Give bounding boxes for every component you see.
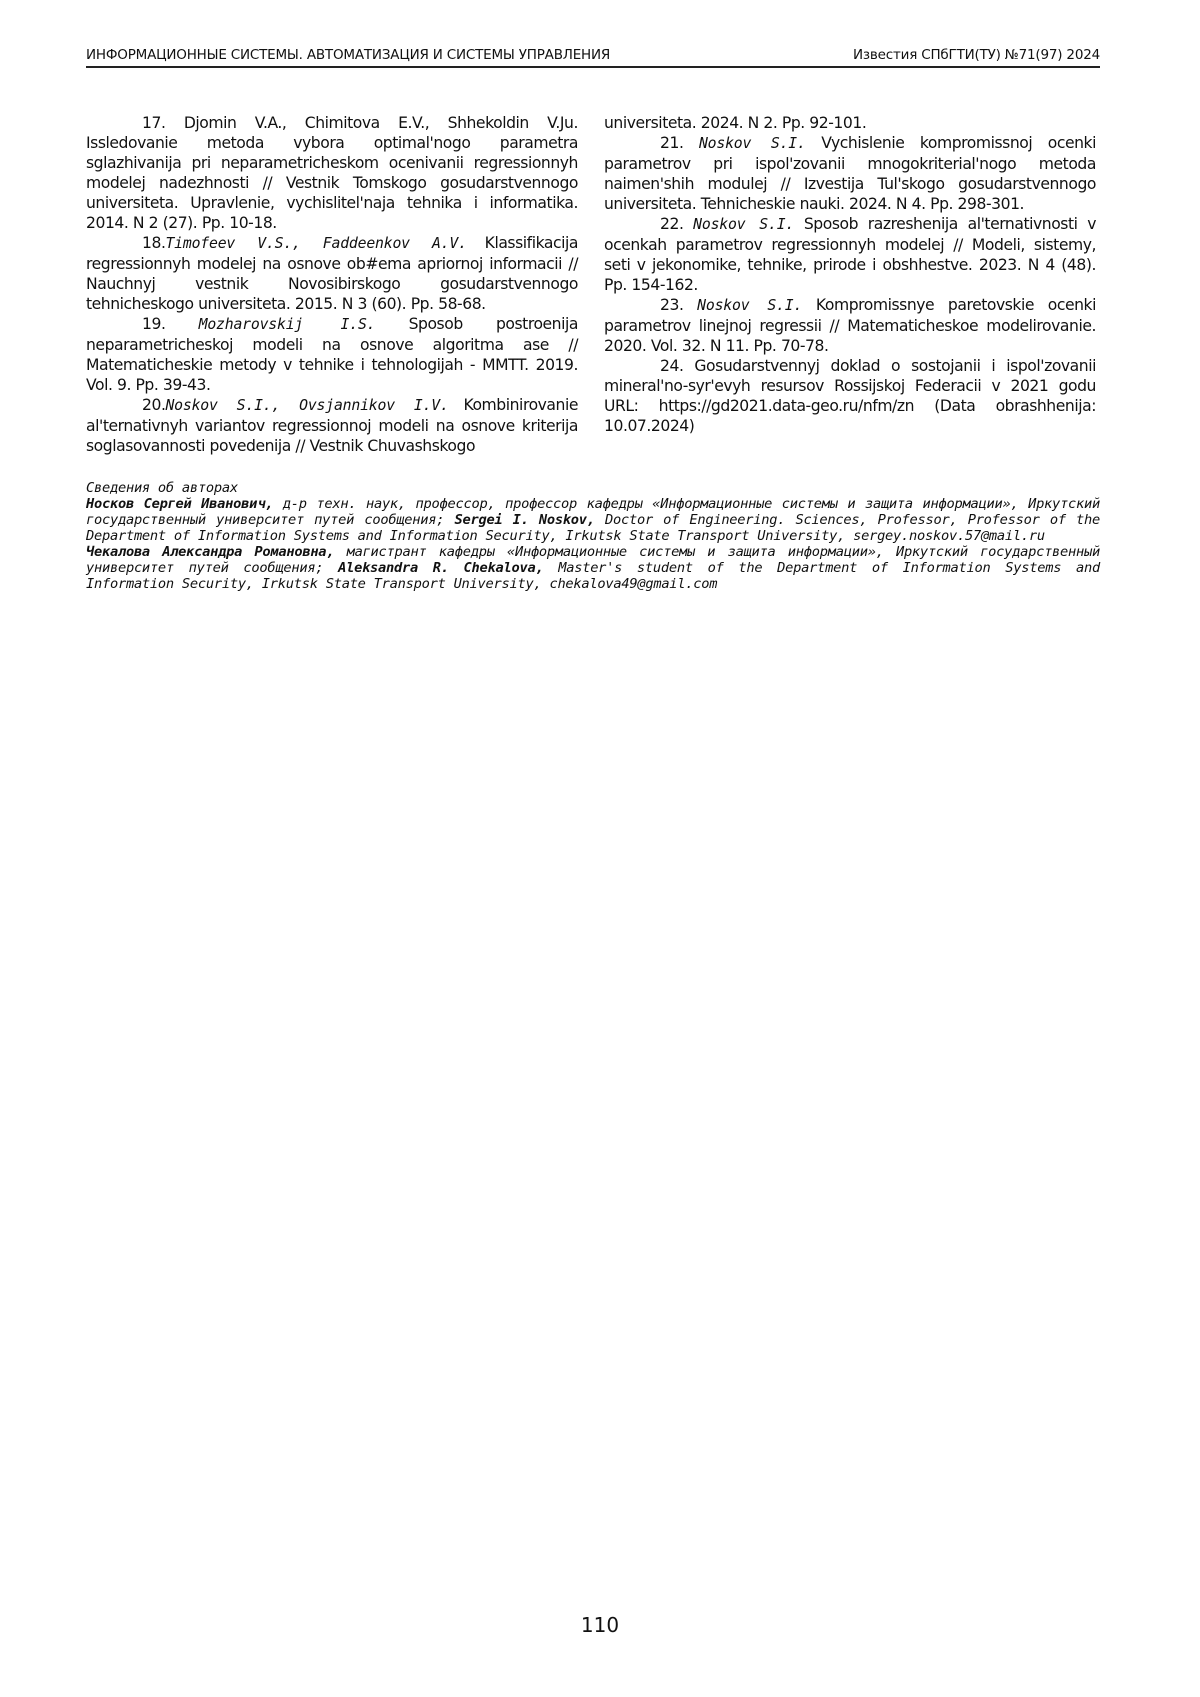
reference-text: Kompromissnye paretovskie ocenki parametrov linejnoj regressii // Matematicheskoe modelirovanie. 2020. Vol. 32. N 11. Pp. 70-78. bbox=[604, 296, 1097, 355]
reference-authors: Noskov S.I., Ovsjannikov I.V. bbox=[165, 397, 449, 414]
reference-20-continued: universiteta. 2024. N 2. Pp. 92-101. bbox=[604, 114, 867, 132]
reference-text: Gosudarstvennyj doklad o sostojanii i ispol'zovanii mineral'no-syr'evyh resursov Rossijskoj Federacii v 2021 godu URL: https://gd2021.data-geo.ru/nfm/zn (Data obrashhenija: 10.07.2024) bbox=[604, 357, 1096, 435]
author-name-ru: Чекалова Александра Романовна, bbox=[86, 544, 335, 560]
reference-text: Klassifikacija regressionnyh modelej na osnove ob#ema apriornoj informacii // Nauchnyj vestnik Novosibirskogo gosudarstvennogo tehnicheskogo universiteta. 2015. N 3 (60). Pp. 58-68. bbox=[86, 234, 578, 313]
reference-21 bbox=[604, 133, 1096, 214]
reference-authors: Noskov S.I. bbox=[698, 135, 806, 152]
reference-19 bbox=[86, 314, 578, 395]
references-right-column bbox=[604, 113, 1096, 436]
page-number: 110 bbox=[580, 1613, 620, 1637]
reference-20 bbox=[86, 395, 578, 456]
author-description-en: Master's student of the Department of Information Systems and Information Security, Irkutsk State Transport University, chekalova49@gmail.com bbox=[86, 560, 1100, 592]
reference-text: Djomin V.A., Chimitova E.V., Shhekoldin V.Ju. Issledovanie metoda vybora optimal'nogo parametra sglazhivanija pri neparametricheskom ocenivanii regressionnyh modelej nadezhnosti // Vestnik Tomskogo gosudarstvennogo universiteta. Upravlenie, vychislitel'naja tehnika i informatika. 2014. N 2 (27). Pp. 10-18. bbox=[86, 114, 578, 232]
references-left-column bbox=[86, 113, 578, 456]
reference-authors: Timofeev V.S., Faddeenkov A.V. bbox=[165, 235, 467, 252]
author-description-en: Doctor of Engineering. Sciences, Professor, Professor of the Department of Information Systems and Information Security, Irkutsk State Transport University, sergey.noskov.57@mail.ru bbox=[86, 512, 1100, 544]
reference-number: 20. bbox=[142, 396, 166, 414]
authors-info bbox=[86, 480, 1100, 592]
reference-23 bbox=[604, 295, 1096, 356]
reference-number: 18. bbox=[142, 234, 166, 252]
reference-text: Kombinirovanie al'ternativnyh variantov regressionnoj modeli na osnove kriterija soglasovannosti povedenija // Vestnik Chuvashskogo bbox=[86, 396, 578, 455]
reference-number: 17. bbox=[142, 114, 166, 132]
author-name-en: Sergei I. Noskov, bbox=[454, 512, 595, 528]
reference-authors: Noskov S.I. bbox=[697, 297, 803, 314]
author-name-en: Aleksandra R. Chekalova, bbox=[338, 560, 544, 576]
author-description-ru: д-р техн. наук, профессор, профессор кафедры «Информационные системы и защита информации», Иркутский государственный университет путей сообщения; bbox=[86, 496, 1100, 528]
reference-22 bbox=[604, 214, 1096, 295]
reference-text: Sposob postroenija neparametricheskoj modeli na osnove algoritma ase // Matematicheskie metody v tehnike i tehnologijah - MMTT. 2019. Vol. 9. Pp. 39-43. bbox=[86, 315, 578, 394]
running-header bbox=[86, 46, 1100, 68]
reference-authors: Mozharovskij I.S. bbox=[198, 316, 376, 333]
reference-text: Vychislenie kompromissnoj ocenki parametrov pri ispol'zovanii mnogokriterial'nogo metoda naimen'shih modulej // Izvestija Tul'skogo gosudarstvennogo universiteta. Tehnicheskie nauki. 2024. N 4. Pp. 298-301. bbox=[604, 134, 1096, 213]
header-journal-issue: Известия СПбГТИ(ТУ) №71(97) 2024 bbox=[853, 47, 1100, 63]
reference-number: 21. bbox=[660, 134, 684, 152]
reference-18 bbox=[86, 233, 578, 314]
author-name-ru: Носков Сергей Иванович, bbox=[86, 496, 274, 512]
reference-17 bbox=[86, 113, 578, 233]
author-description-ru: магистрант кафедры «Информационные системы и защита информации», Иркутский государственный университет путей сообщения; bbox=[86, 544, 1101, 576]
reference-text: Sposob razreshenija al'ternativnosti v ocenkah parametrov regressionnyh modelej // Modeli, sistemy, seti v jekonomike, tehnike, prirode i obshhestve. 2023. N 4 (48). Pp. 154-162. bbox=[604, 215, 1096, 294]
authors-info-heading: Сведения об авторах bbox=[86, 480, 238, 496]
author-1 bbox=[86, 496, 1100, 544]
reference-number: 19. bbox=[142, 315, 166, 333]
reference-number: 24. bbox=[660, 357, 684, 375]
header-section-title: ИНФОРМАЦИОННЫЕ СИСТЕМЫ. АВТОМАТИЗАЦИЯ И СИСТЕМЫ УПРАВЛЕНИЯ bbox=[86, 47, 611, 63]
reference-number: 22. bbox=[660, 215, 684, 233]
reference-authors: Noskov S.I. bbox=[693, 216, 795, 233]
author-2 bbox=[86, 544, 1100, 592]
reference-24 bbox=[604, 356, 1096, 436]
reference-number: 23. bbox=[660, 296, 684, 314]
